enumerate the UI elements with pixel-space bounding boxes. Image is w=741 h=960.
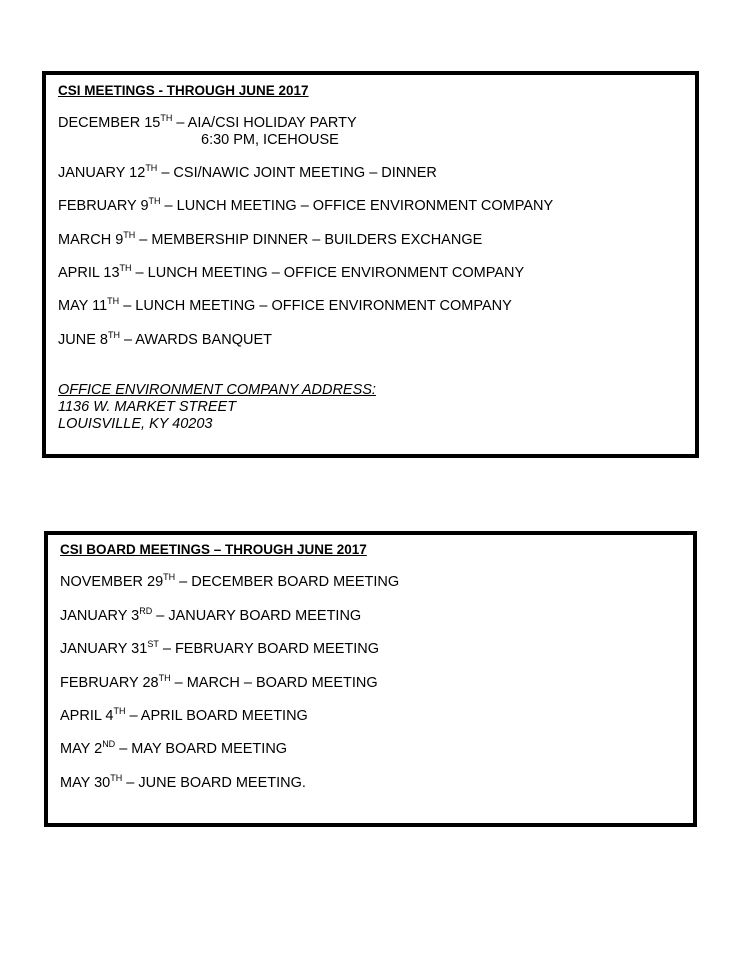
board-meeting-date: APRIL 4 — [60, 708, 114, 724]
board-meeting-date: NOVEMBER 29 — [60, 574, 164, 590]
meeting-item — [58, 115, 357, 132]
meeting-date: MARCH 9 — [58, 232, 124, 248]
board-meeting-date: MAY 2 — [60, 741, 103, 757]
meeting-date-suffix: TH — [107, 330, 120, 340]
meeting-description: – AIA/CSI HOLIDAY PARTY — [172, 115, 357, 131]
meeting-date-suffix: TH — [107, 296, 120, 306]
board-meeting-date-suffix: RD — [139, 606, 153, 616]
board-meeting-item — [60, 775, 306, 792]
board-meeting-date-suffix: TH — [163, 572, 176, 582]
board-meeting-item — [60, 708, 308, 725]
board-meeting-description: – FEBRUARY BOARD MEETING — [158, 641, 380, 657]
board-meeting-date-suffix: TH — [113, 706, 126, 716]
board-meeting-description: – JANUARY BOARD MEETING — [152, 608, 362, 624]
csi-meetings-title: CSI MEETINGS - THROUGH JUNE 2017 — [58, 83, 309, 98]
board-meeting-date-suffix: TH — [158, 673, 171, 683]
board-meeting-description: – JUNE BOARD MEETING. — [122, 775, 306, 791]
meeting-date-suffix: TH — [160, 113, 173, 123]
board-meeting-date: MAY 30 — [60, 775, 111, 791]
board-meeting-date-suffix: ST — [147, 639, 159, 649]
meeting-date: JUNE 8 — [58, 332, 108, 348]
meeting-description: – LUNCH MEETING – OFFICE ENVIRONMENT COMPANY — [131, 265, 525, 281]
meeting-item — [58, 265, 524, 282]
meeting-item — [58, 165, 437, 182]
board-meeting-item — [60, 608, 361, 625]
meeting-date: MAY 11 — [58, 298, 108, 314]
board-meeting-date: FEBRUARY 28 — [60, 675, 159, 691]
meeting-item — [58, 232, 482, 249]
meeting-item — [58, 298, 512, 315]
address-street: 1136 W. MARKET STREET — [58, 399, 237, 415]
address-city: LOUISVILLE, KY 40203 — [58, 416, 213, 432]
meeting-description: – AWARDS BANQUET — [119, 332, 272, 348]
meeting-date-suffix: TH — [145, 163, 158, 173]
meeting-date: DECEMBER 15 — [58, 115, 161, 131]
board-meeting-description: – MARCH – BOARD MEETING — [170, 675, 378, 691]
meeting-description: – LUNCH MEETING – OFFICE ENVIRONMENT COMPANY — [160, 198, 554, 214]
board-meeting-description: – MAY BOARD MEETING — [115, 741, 288, 757]
meeting-description: – LUNCH MEETING – OFFICE ENVIRONMENT COMPANY — [119, 298, 512, 314]
meeting-date-suffix: TH — [148, 196, 161, 206]
meeting-date: FEBRUARY 9 — [58, 198, 149, 214]
meeting-date: JANUARY 12 — [58, 165, 146, 181]
board-meeting-item — [60, 641, 379, 658]
board-meeting-description: – APRIL BOARD MEETING — [125, 708, 308, 724]
board-meeting-item — [60, 574, 399, 591]
meeting-date: APRIL 13 — [58, 265, 120, 281]
board-meeting-date-suffix: ND — [102, 739, 116, 749]
board-meeting-date: JANUARY 3 — [60, 608, 140, 624]
meeting-item-detail: 6:30 PM, ICEHOUSE — [201, 132, 339, 148]
meeting-date-suffix: TH — [119, 263, 132, 273]
board-meeting-item — [60, 741, 287, 758]
csi-board-meetings-title: CSI BOARD MEETINGS – THROUGH JUNE 2017 — [60, 542, 367, 557]
board-meeting-description: – DECEMBER BOARD MEETING — [175, 574, 400, 590]
board-meeting-date-suffix: TH — [110, 773, 123, 783]
board-meeting-item — [60, 675, 378, 692]
meeting-description: – CSI/NAWIC JOINT MEETING – DINNER — [157, 165, 437, 181]
address-heading: OFFICE ENVIRONMENT COMPANY ADDRESS: — [58, 382, 376, 398]
meeting-item — [58, 198, 553, 215]
meeting-date-suffix: TH — [123, 230, 136, 240]
board-meeting-date: JANUARY 31 — [60, 641, 148, 657]
meeting-description: – MEMBERSHIP DINNER – BUILDERS EXCHANGE — [135, 232, 483, 248]
meeting-item — [58, 332, 272, 349]
